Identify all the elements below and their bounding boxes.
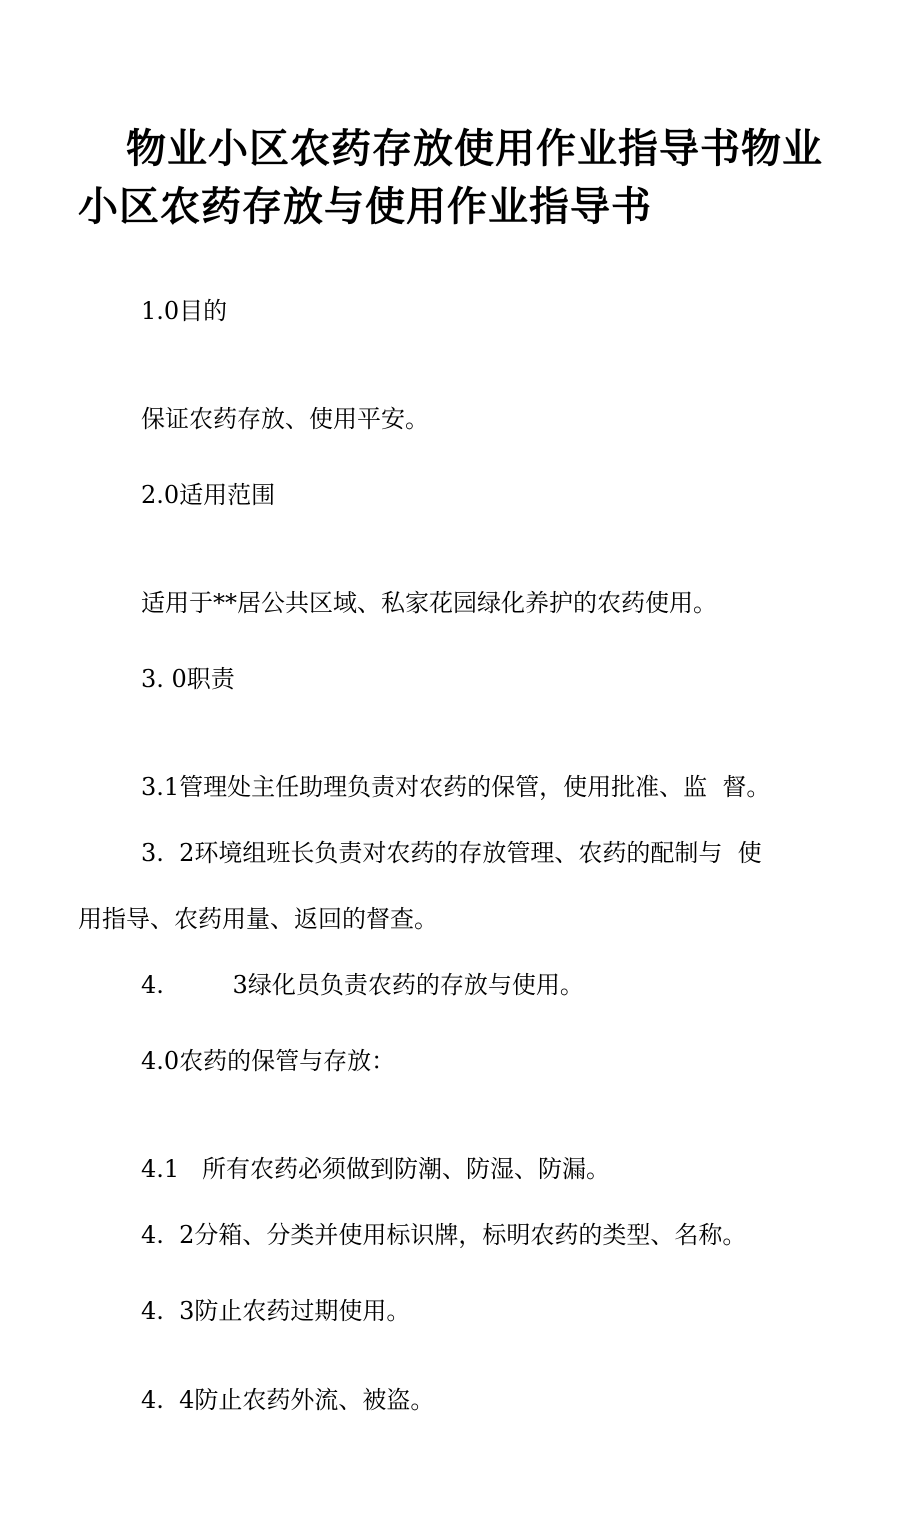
paragraph-purpose: 保证农药存放、使用平安。 bbox=[141, 405, 429, 433]
paragraph-responsibility-3-1: 3.1管理处主任助理负责对农药的保管，使用批准、监 督。 bbox=[141, 773, 771, 801]
section-heading-purpose: 1.0目的 bbox=[141, 297, 228, 325]
paragraph-storage-4-1: 4.1 所有农药必须做到防潮、防湿、防漏。 bbox=[141, 1155, 611, 1183]
section-heading-responsibilities: 3. 0职责 bbox=[141, 665, 235, 693]
document-title: 物业小区农药存放使用作业指导书物业小区农药存放与使用作业指导书 bbox=[78, 126, 823, 230]
paragraph-storage-4-2: 4. 2分箱、分类并使用标识牌，标明农药的类型、名称。 bbox=[141, 1221, 747, 1249]
paragraph-storage-4-4: 4. 4防止农药外流、被盗。 bbox=[141, 1386, 435, 1414]
paragraph-responsibility-3-3: 4. 3绿化员负责农药的存放与使用。 bbox=[141, 971, 584, 999]
paragraph-responsibility-3-2: 3. 2环境组班长负责对农药的存放管理、农药的配制与 使 bbox=[141, 839, 762, 867]
paragraph-responsibility-3-2-continued: 用指导、农药用量、返回的督查。 bbox=[78, 905, 438, 933]
paragraph-storage-4-3: 4. 3防止农药过期使用。 bbox=[141, 1297, 411, 1325]
section-heading-storage: 4.0农药的保管与存放： bbox=[141, 1047, 396, 1075]
paragraph-scope: 适用于**居公共区域、私家花园绿化养护的农药使用。 bbox=[141, 589, 717, 617]
section-heading-scope: 2.0适用范围 bbox=[141, 481, 276, 509]
